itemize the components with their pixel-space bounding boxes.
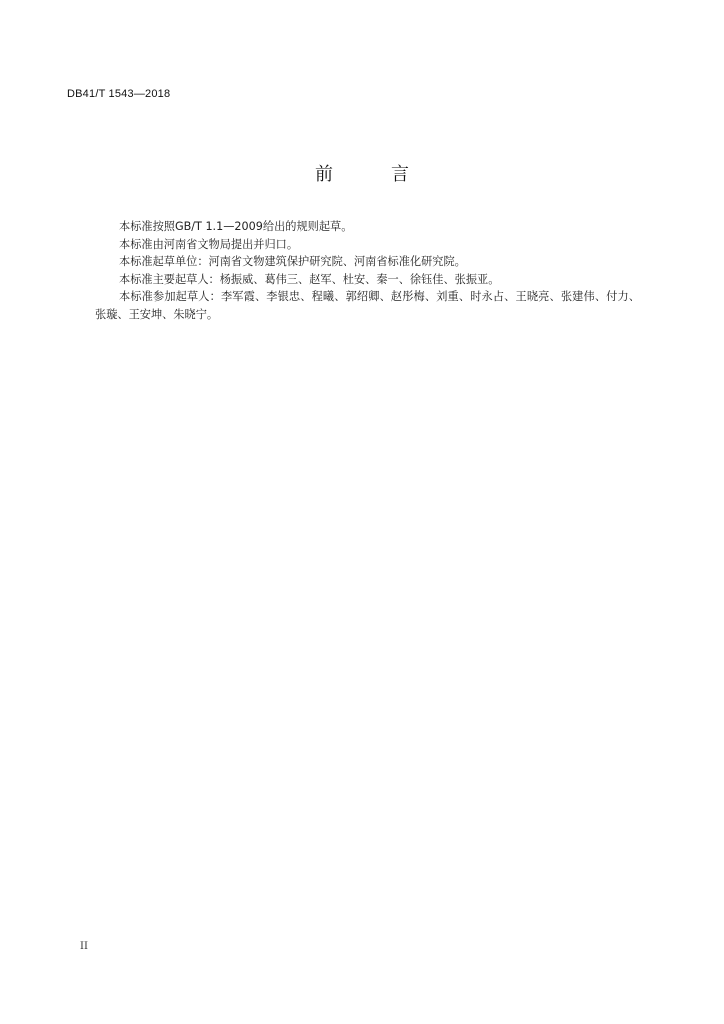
standard-code: DB41/T 1543—2018 xyxy=(67,88,171,100)
title-char-1: 前 xyxy=(315,164,333,185)
paragraph-drafting-units: 本标准起草单位：河南省文物建筑保护研究院、河南省标准化研究院。 xyxy=(119,255,466,268)
page-title xyxy=(0,160,724,186)
paragraph-main-drafters: 本标准主要起草人：杨振威、葛伟三、赵军、杜安、秦一、徐钰佳、张振亚。 xyxy=(119,272,500,286)
paragraph-proposer: 本标准由河南省文物局提出并归口。 xyxy=(119,237,299,251)
foreword-body xyxy=(95,218,640,323)
paragraph-drafting-rules: 本标准按照GB/T 1.1—2009给出的规则起草。 xyxy=(119,220,353,233)
title-char-2: 言 xyxy=(391,164,409,185)
paragraph-participating-drafters: 本标准参加起草人：李军霞、李银忠、程曦、郭绍卿、赵彤梅、刘重、时永占、王晓亮、张建伟、付力、张璇、王安坤、朱晓宁。 xyxy=(95,290,640,321)
page-number: II xyxy=(80,941,88,952)
